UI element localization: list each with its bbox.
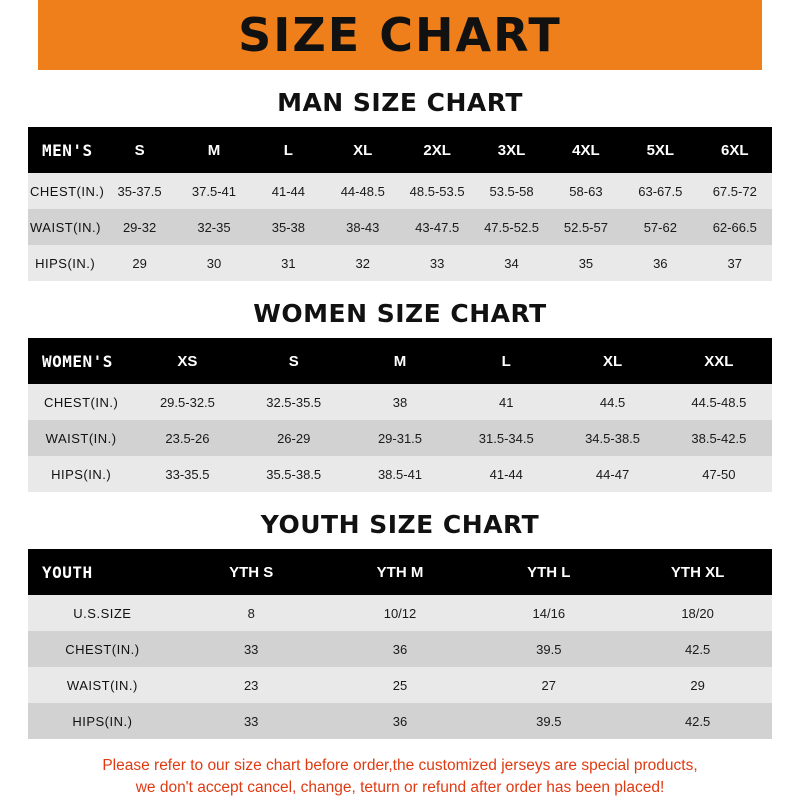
page-header xyxy=(0,0,800,70)
men-chest-2xl: 48.5-53.5 xyxy=(400,173,474,209)
youth-chest-m: 36 xyxy=(326,631,475,667)
men-col-3xl: 3XL xyxy=(474,127,548,173)
men-table-body xyxy=(28,173,772,281)
table-header-row xyxy=(28,127,772,173)
men-col-m: M xyxy=(177,127,251,173)
men-chest-4xl: 58-63 xyxy=(549,173,623,209)
men-row-label-hips: HIPS(IN.) xyxy=(28,245,102,281)
men-chest-s: 35-37.5 xyxy=(102,173,176,209)
women-chest-m: 38 xyxy=(347,384,453,420)
table-header-row xyxy=(28,338,772,384)
youth-col-xl: YTH XL xyxy=(623,549,772,595)
men-hips-6xl: 37 xyxy=(698,245,772,281)
youth-row-label-chest: CHEST(IN.) xyxy=(28,631,177,667)
men-col-2xl: 2XL xyxy=(400,127,474,173)
men-waist-5xl: 57-62 xyxy=(623,209,697,245)
youth-waist-xl: 29 xyxy=(623,667,772,703)
table-row xyxy=(28,384,772,420)
men-size-table xyxy=(28,127,772,281)
youth-hips-xl: 42.5 xyxy=(623,703,772,739)
men-col-l: L xyxy=(251,127,325,173)
women-size-table xyxy=(28,338,772,492)
women-row-label-waist: WAIST(IN.) xyxy=(28,420,134,456)
youth-chest-xl: 42.5 xyxy=(623,631,772,667)
men-hips-xl: 32 xyxy=(326,245,400,281)
youth-table-body xyxy=(28,595,772,739)
women-waist-xl: 34.5-38.5 xyxy=(559,420,665,456)
men-waist-2xl: 43-47.5 xyxy=(400,209,474,245)
women-table-corner-label: WOMEN'S xyxy=(28,338,134,384)
men-col-4xl: 4XL xyxy=(549,127,623,173)
order-policy-note-line2: we don't accept cancel, change, teturn or refund after order has been placed! xyxy=(135,779,665,797)
table-row xyxy=(28,420,772,456)
youth-size-table xyxy=(28,549,772,739)
men-hips-2xl: 33 xyxy=(400,245,474,281)
men-row-label-waist: WAIST(IN.) xyxy=(28,209,102,245)
youth-col-s: YTH S xyxy=(177,549,326,595)
men-hips-m: 30 xyxy=(177,245,251,281)
men-table-corner-label: MEN'S xyxy=(28,127,102,173)
men-chest-3xl: 53.5-58 xyxy=(474,173,548,209)
men-hips-5xl: 36 xyxy=(623,245,697,281)
men-hips-l: 31 xyxy=(251,245,325,281)
youth-ussize-l: 14/16 xyxy=(474,595,623,631)
women-hips-xxl: 47-50 xyxy=(666,456,772,492)
youth-chest-l: 39.5 xyxy=(474,631,623,667)
men-hips-s: 29 xyxy=(102,245,176,281)
youth-hips-s: 33 xyxy=(177,703,326,739)
youth-hips-m: 36 xyxy=(326,703,475,739)
youth-ussize-m: 10/12 xyxy=(326,595,475,631)
youth-waist-m: 25 xyxy=(326,667,475,703)
women-waist-m: 29-31.5 xyxy=(347,420,453,456)
men-chest-6xl: 67.5-72 xyxy=(698,173,772,209)
men-hips-3xl: 34 xyxy=(474,245,548,281)
women-table-body xyxy=(28,384,772,492)
men-hips-4xl: 35 xyxy=(549,245,623,281)
table-row xyxy=(28,595,772,631)
chart-content xyxy=(0,88,800,800)
men-waist-s: 29-32 xyxy=(102,209,176,245)
youth-waist-l: 27 xyxy=(474,667,623,703)
men-waist-l: 35-38 xyxy=(251,209,325,245)
women-row-label-chest: CHEST(IN.) xyxy=(28,384,134,420)
women-waist-s: 26-29 xyxy=(241,420,347,456)
men-waist-m: 32-35 xyxy=(177,209,251,245)
youth-row-label-hips: HIPS(IN.) xyxy=(28,703,177,739)
table-row xyxy=(28,209,772,245)
women-col-xs: XS xyxy=(134,338,240,384)
youth-col-m: YTH M xyxy=(326,549,475,595)
youth-hips-l: 39.5 xyxy=(474,703,623,739)
order-policy-note xyxy=(28,755,772,800)
section-title-men: MAN SIZE CHART xyxy=(277,88,523,117)
women-hips-m: 38.5-41 xyxy=(347,456,453,492)
men-waist-3xl: 47.5-52.5 xyxy=(474,209,548,245)
women-hips-xl: 44-47 xyxy=(559,456,665,492)
men-chest-m: 37.5-41 xyxy=(177,173,251,209)
youth-col-l: YTH L xyxy=(474,549,623,595)
women-chest-l: 41 xyxy=(453,384,559,420)
women-hips-xs: 33-35.5 xyxy=(134,456,240,492)
women-hips-s: 35.5-38.5 xyxy=(241,456,347,492)
men-table-header xyxy=(28,127,772,173)
women-waist-xs: 23.5-26 xyxy=(134,420,240,456)
youth-row-label-us-size: U.S.SIZE xyxy=(28,595,177,631)
youth-chest-s: 33 xyxy=(177,631,326,667)
youth-ussize-s: 8 xyxy=(177,595,326,631)
women-hips-l: 41-44 xyxy=(453,456,559,492)
men-col-5xl: 5XL xyxy=(623,127,697,173)
table-row xyxy=(28,456,772,492)
men-col-xl: XL xyxy=(326,127,400,173)
women-chest-xxl: 44.5-48.5 xyxy=(666,384,772,420)
table-row xyxy=(28,703,772,739)
youth-table-header xyxy=(28,549,772,595)
order-policy-note-line1: Please refer to our size chart before order,the customized jerseys are special products, xyxy=(102,757,698,774)
men-waist-4xl: 52.5-57 xyxy=(549,209,623,245)
table-row xyxy=(28,173,772,209)
section-title-youth: YOUTH SIZE CHART xyxy=(260,510,540,539)
youth-table-corner-label: YOUTH xyxy=(28,549,177,595)
table-row xyxy=(28,667,772,703)
men-waist-xl: 38-43 xyxy=(326,209,400,245)
women-col-m: M xyxy=(347,338,453,384)
men-waist-6xl: 62-66.5 xyxy=(698,209,772,245)
women-waist-xxl: 38.5-42.5 xyxy=(666,420,772,456)
women-row-label-hips: HIPS(IN.) xyxy=(28,456,134,492)
women-col-xl: XL xyxy=(559,338,665,384)
youth-row-label-waist: WAIST(IN.) xyxy=(28,667,177,703)
men-row-label-chest: CHEST(IN.) xyxy=(28,173,102,209)
women-table-header xyxy=(28,338,772,384)
women-chest-xs: 29.5-32.5 xyxy=(134,384,240,420)
table-row xyxy=(28,245,772,281)
page-title: SIZE CHART xyxy=(238,8,562,62)
men-chest-xl: 44-48.5 xyxy=(326,173,400,209)
youth-waist-s: 23 xyxy=(177,667,326,703)
table-header-row xyxy=(28,549,772,595)
men-col-6xl: 6XL xyxy=(698,127,772,173)
section-title-women: WOMEN SIZE CHART xyxy=(253,299,547,328)
men-col-s: S xyxy=(102,127,176,173)
women-col-l: L xyxy=(453,338,559,384)
women-col-xxl: XXL xyxy=(666,338,772,384)
women-waist-l: 31.5-34.5 xyxy=(453,420,559,456)
men-chest-l: 41-44 xyxy=(251,173,325,209)
youth-ussize-xl: 18/20 xyxy=(623,595,772,631)
table-row xyxy=(28,631,772,667)
women-col-s: S xyxy=(241,338,347,384)
men-chest-5xl: 63-67.5 xyxy=(623,173,697,209)
women-chest-s: 32.5-35.5 xyxy=(241,384,347,420)
women-chest-xl: 44.5 xyxy=(559,384,665,420)
